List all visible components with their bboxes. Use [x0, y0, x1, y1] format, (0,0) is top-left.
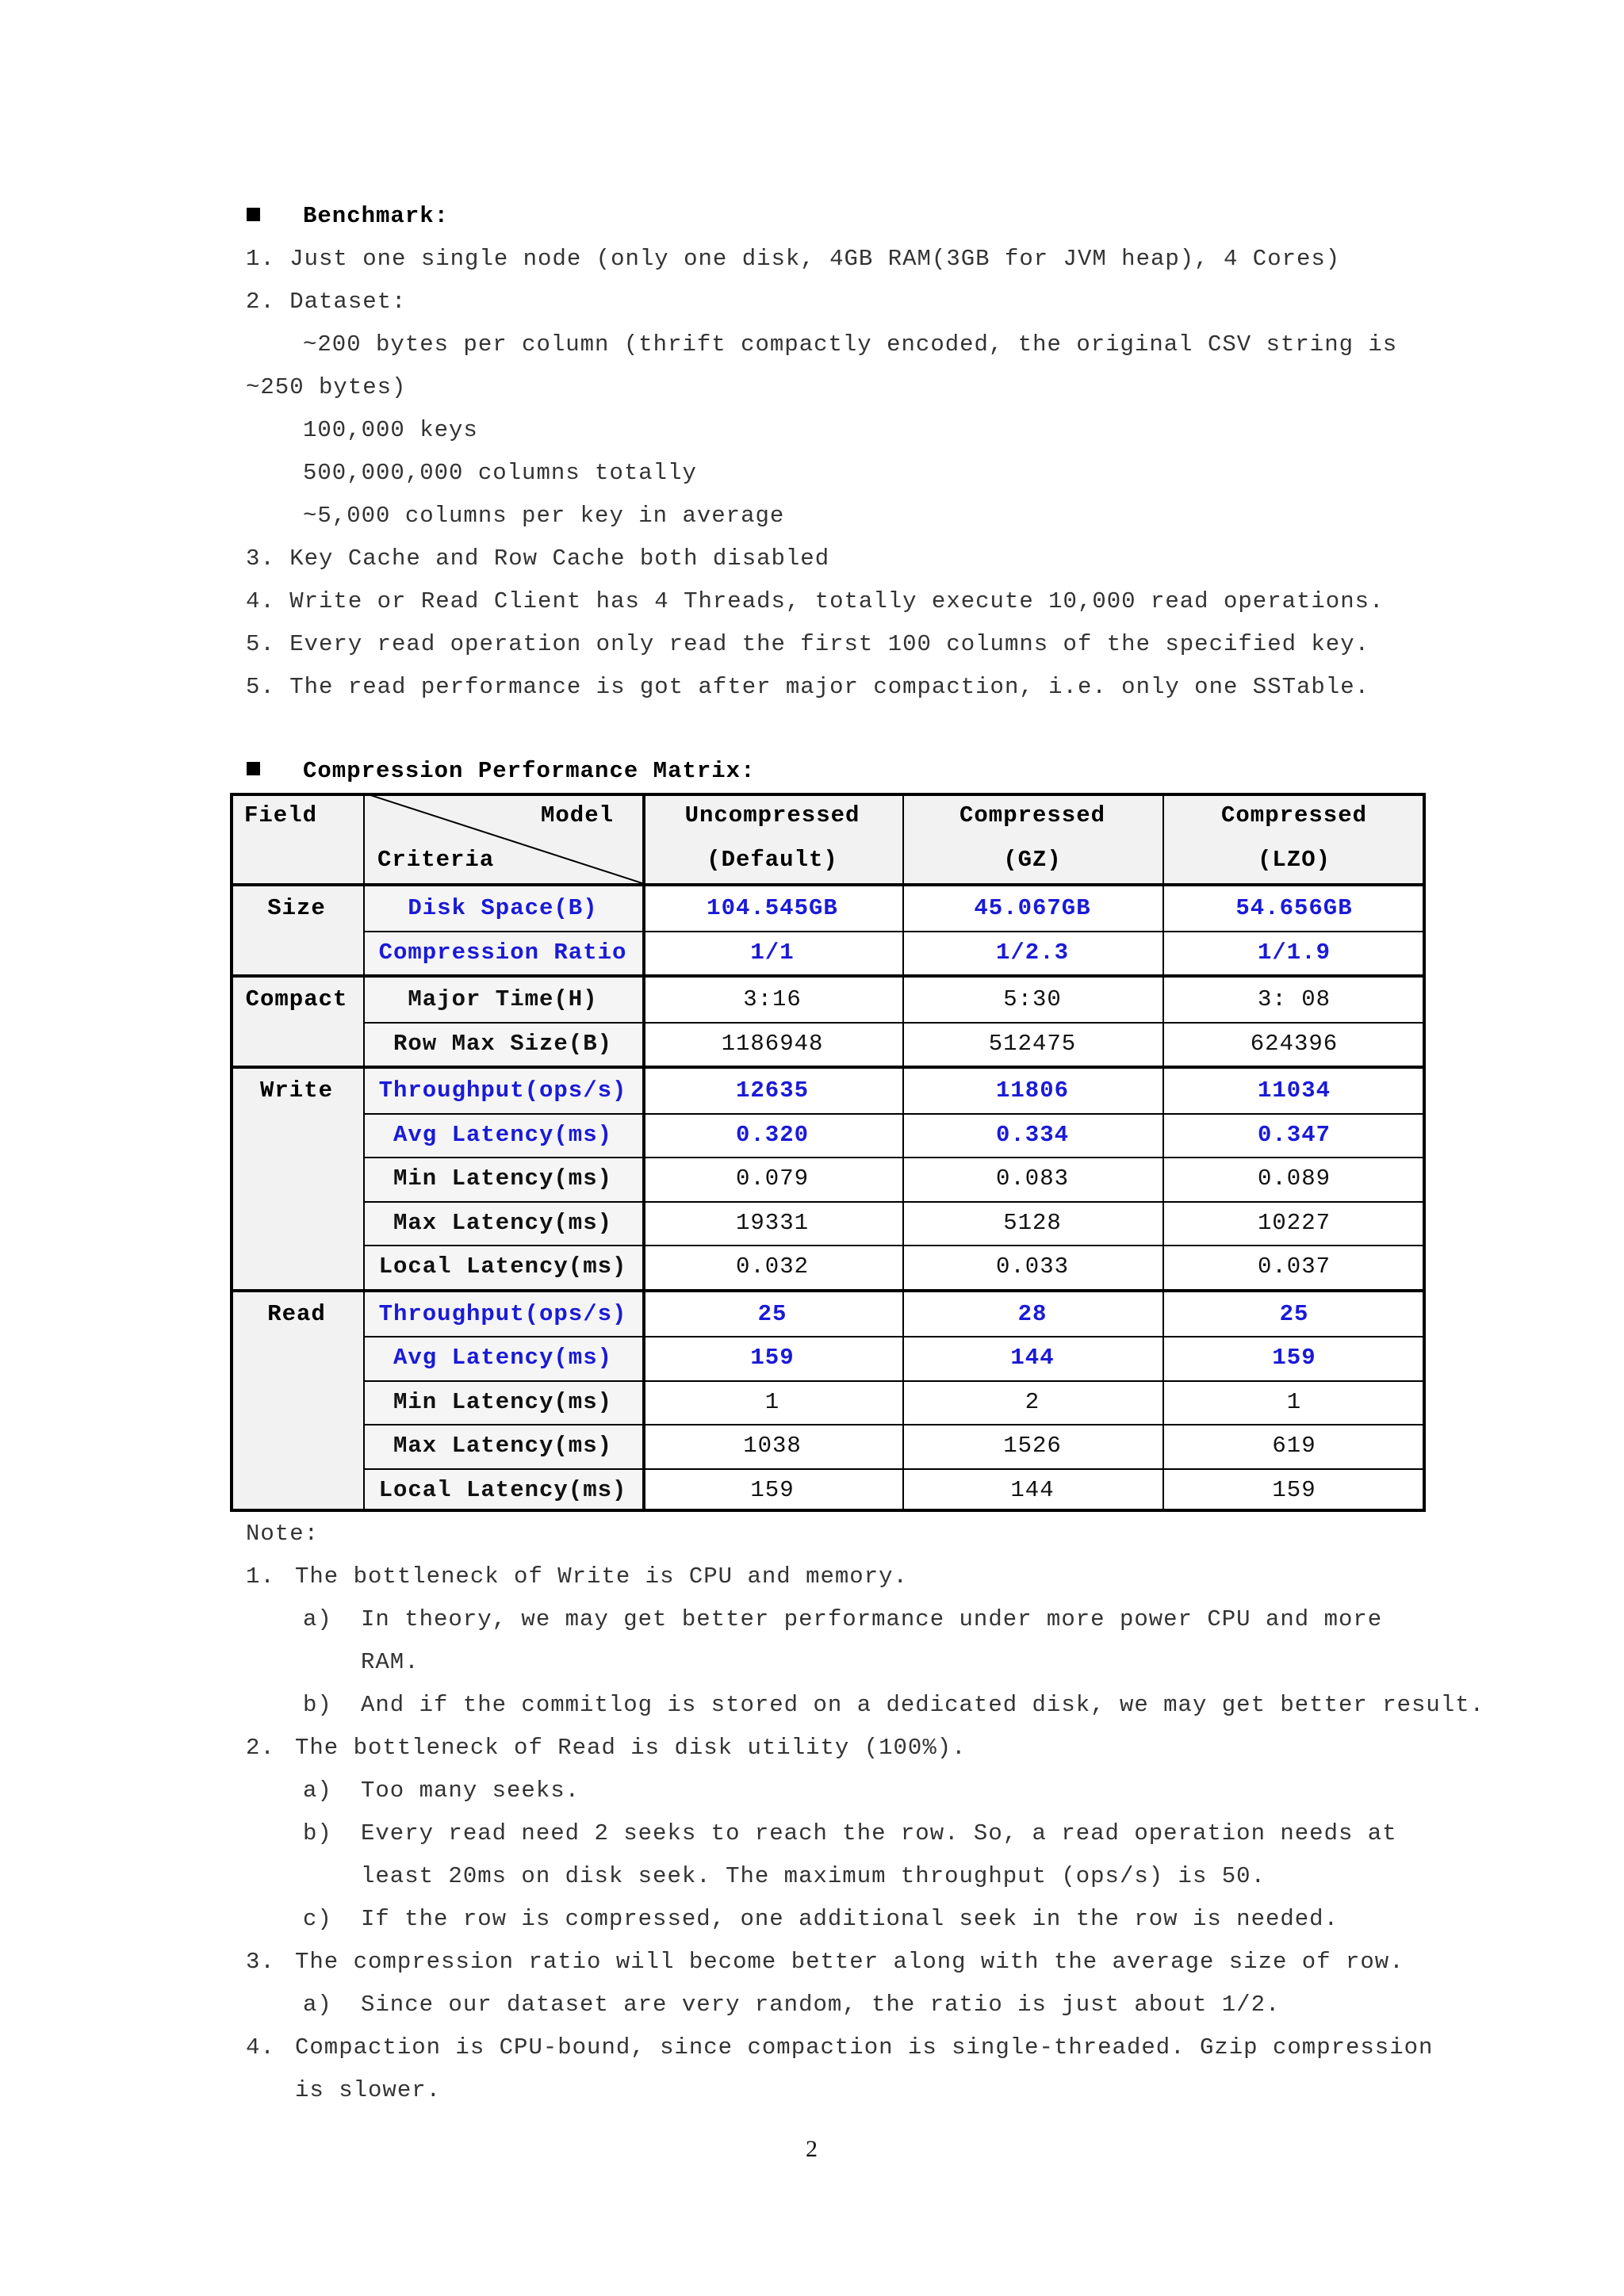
- benchmark-heading: Benchmark:: [303, 203, 450, 229]
- column-divider: [363, 793, 365, 1512]
- value-cell: 12635: [735, 1077, 809, 1104]
- value-cell: 0.037: [1257, 1253, 1331, 1280]
- column-divider: [642, 793, 645, 1512]
- value-cell: 619: [1272, 1433, 1316, 1460]
- bullet-square-icon: [247, 208, 260, 221]
- value-cell: 5128: [1003, 1209, 1062, 1236]
- column-divider: [1162, 793, 1164, 1512]
- note-text-continued: least 20ms on disk seek. The maximum throughput (ops/s) is 50.: [361, 1863, 1266, 1889]
- value-cell: 54.656GB: [1235, 895, 1353, 922]
- header-criteria: Criteria: [377, 846, 495, 873]
- header-column-3-line1: Compressed: [1220, 802, 1368, 828]
- group-divider: [230, 974, 1426, 978]
- header-column-3-line2: (LZO): [1257, 846, 1331, 873]
- criteria-label: Local Latency(ms): [378, 1476, 627, 1503]
- column-divider: [902, 793, 904, 1512]
- value-cell: 1186948: [721, 1030, 824, 1057]
- row-divider: [363, 1468, 1426, 1470]
- header-column-1-line2: (Default): [707, 846, 838, 873]
- value-cell: 0.033: [995, 1253, 1069, 1280]
- benchmark-line: ~250 bytes): [246, 374, 407, 400]
- value-cell: 0.079: [735, 1165, 809, 1192]
- value-cell: 45.067GB: [974, 895, 1091, 922]
- header-model: Model: [540, 802, 614, 828]
- note-text-continued: RAM.: [361, 1649, 419, 1675]
- header-column-2-line1: Compressed: [959, 802, 1106, 828]
- table-border-right: [1423, 793, 1426, 1512]
- row-divider: [363, 1113, 1426, 1115]
- criteria-label: Throughput(ops/s): [378, 1300, 627, 1327]
- criteria-label: Local Latency(ms): [378, 1253, 627, 1280]
- value-cell: 144: [1010, 1345, 1055, 1372]
- note-number: 4.: [246, 2034, 275, 2061]
- value-cell: 25: [757, 1300, 787, 1327]
- page-number: 2: [806, 2136, 818, 2162]
- criteria-label: Compression Ratio: [378, 939, 627, 966]
- note-text: Since our dataset are very random, the ratio is just about 1/2.: [361, 1992, 1281, 2018]
- note-number: b): [303, 1692, 332, 1718]
- header-field: Field: [244, 802, 318, 828]
- criteria-label: Max Latency(ms): [393, 1433, 613, 1460]
- bullet-square-icon: [247, 762, 260, 775]
- row-divider: [363, 1336, 1426, 1337]
- field-label: Read: [267, 1300, 326, 1327]
- header-column-1-line1: Uncompressed: [684, 802, 860, 828]
- criteria-label: Avg Latency(ms): [393, 1345, 613, 1372]
- row-divider: [363, 1380, 1426, 1382]
- criteria-label: Row Max Size(B): [393, 1030, 613, 1057]
- value-cell: 144: [1010, 1476, 1055, 1503]
- table-border-bottom: [230, 1509, 1426, 1512]
- criteria-label: Disk Space(B): [408, 895, 598, 922]
- criteria-label: Throughput(ops/s): [378, 1077, 627, 1104]
- benchmark-line: 100,000 keys: [303, 417, 478, 443]
- field-label: Write: [259, 1077, 333, 1104]
- benchmark-line: 5. The read performance is got after major compaction, i.e. only one SSTable.: [246, 674, 1370, 700]
- value-cell: 159: [1272, 1345, 1316, 1372]
- value-cell: 11806: [995, 1077, 1069, 1104]
- criteria-label: Avg Latency(ms): [393, 1121, 613, 1148]
- benchmark-line: 3. Key Cache and Row Cache both disabled: [246, 545, 830, 572]
- note-text: The compression ratio will become better along with the average size of row.: [295, 1949, 1404, 1975]
- value-cell: 2: [1025, 1388, 1040, 1415]
- value-cell: 1/1: [750, 939, 795, 966]
- value-cell: 0.334: [995, 1121, 1069, 1148]
- criteria-label: Max Latency(ms): [393, 1209, 613, 1236]
- value-cell: 1: [1286, 1388, 1302, 1415]
- value-cell: 19331: [735, 1209, 809, 1236]
- table-border-left: [230, 793, 233, 1512]
- note-text: And if the commitlog is stored on a dedicated disk, we may get better result.: [361, 1692, 1485, 1718]
- group-divider: [230, 1066, 1426, 1069]
- benchmark-line: ~5,000 columns per key in average: [303, 503, 785, 529]
- row-divider: [363, 1201, 1426, 1203]
- value-cell: 25: [1279, 1300, 1309, 1327]
- note-number: 1.: [246, 1563, 275, 1590]
- field-label: Compact: [245, 986, 348, 1013]
- value-cell: 159: [750, 1345, 795, 1372]
- value-cell: 1526: [1003, 1433, 1062, 1460]
- value-cell: 624396: [1250, 1030, 1339, 1057]
- value-cell: 0.320: [735, 1121, 809, 1148]
- value-cell: 104.545GB: [707, 895, 838, 922]
- value-cell: 3:16: [743, 986, 802, 1013]
- value-cell: 0.347: [1257, 1121, 1331, 1148]
- row-divider: [363, 1157, 1426, 1158]
- value-cell: 0.032: [735, 1253, 809, 1280]
- note-number: a): [303, 1606, 332, 1632]
- header-column-2-line2: (GZ): [1003, 846, 1062, 873]
- benchmark-line: 1. Just one single node (only one disk, 4GB RAM(3GB for JVM heap), 4 Cores): [246, 246, 1341, 272]
- note-number: 2.: [246, 1735, 275, 1761]
- field-label: Size: [267, 895, 326, 922]
- note-text: Compaction is CPU-bound, since compaction is single-threaded. Gzip compression: [295, 2034, 1434, 2061]
- note-number: a): [303, 1777, 332, 1804]
- header-divider: [230, 883, 1426, 886]
- value-cell: 512475: [988, 1030, 1077, 1057]
- value-cell: 1038: [743, 1433, 802, 1460]
- value-cell: 0.089: [1257, 1165, 1331, 1192]
- value-cell: 5:30: [1003, 986, 1062, 1013]
- value-cell: 28: [1017, 1300, 1048, 1327]
- value-cell: 1: [764, 1388, 780, 1415]
- value-cell: 159: [1272, 1476, 1316, 1503]
- table-border-top: [230, 793, 1426, 796]
- benchmark-line: ~200 bytes per column (thrift compactly encoded, the original CSV string is: [303, 331, 1398, 358]
- note-text: The bottleneck of Write is CPU and memory.: [295, 1563, 908, 1590]
- criteria-label: Min Latency(ms): [393, 1388, 613, 1415]
- row-divider: [363, 1245, 1426, 1246]
- row-divider: [363, 1022, 1426, 1024]
- value-cell: 1/1.9: [1257, 939, 1331, 966]
- matrix-heading: Compression Performance Matrix:: [303, 758, 756, 784]
- note-text: The bottleneck of Read is disk utility (100%).: [295, 1735, 967, 1761]
- criteria-label: Major Time(H): [408, 986, 598, 1013]
- criteria-label: Min Latency(ms): [393, 1165, 613, 1192]
- note-text: If the row is compressed, one additional seek in the row is needed.: [361, 1906, 1339, 1932]
- note-text: Every read need 2 seeks to reach the row. So, a read operation needs at: [361, 1820, 1397, 1846]
- notes-title: Note:: [246, 1521, 320, 1547]
- note-number: a): [303, 1992, 332, 2018]
- note-text: Too many seeks.: [361, 1777, 580, 1804]
- note-number: 3.: [246, 1949, 275, 1975]
- benchmark-line: 2. Dataset:: [246, 289, 407, 315]
- note-text: In theory, we may get better performance under more power CPU and more: [361, 1606, 1383, 1632]
- value-cell: 3: 08: [1257, 986, 1331, 1013]
- value-cell: 0.083: [995, 1165, 1069, 1192]
- benchmark-line: 500,000,000 columns totally: [303, 460, 697, 486]
- note-number: b): [303, 1820, 332, 1846]
- header-diagonal-line: [363, 793, 642, 883]
- note-number: c): [303, 1906, 332, 1932]
- benchmark-line: 4. Write or Read Client has 4 Threads, totally execute 10,000 read operations.: [246, 588, 1385, 614]
- value-cell: 159: [750, 1476, 795, 1503]
- value-cell: 11034: [1257, 1077, 1331, 1104]
- row-divider: [363, 1424, 1426, 1425]
- row-divider: [363, 931, 1426, 932]
- benchmark-line: 5. Every read operation only read the first 100 columns of the specified key.: [246, 631, 1370, 657]
- value-cell: 1/2.3: [995, 939, 1069, 966]
- group-divider: [230, 1289, 1426, 1292]
- value-cell: 10227: [1257, 1209, 1331, 1236]
- note-text-continued: is slower.: [295, 2077, 442, 2103]
- compression-matrix-table: [230, 793, 1426, 1512]
